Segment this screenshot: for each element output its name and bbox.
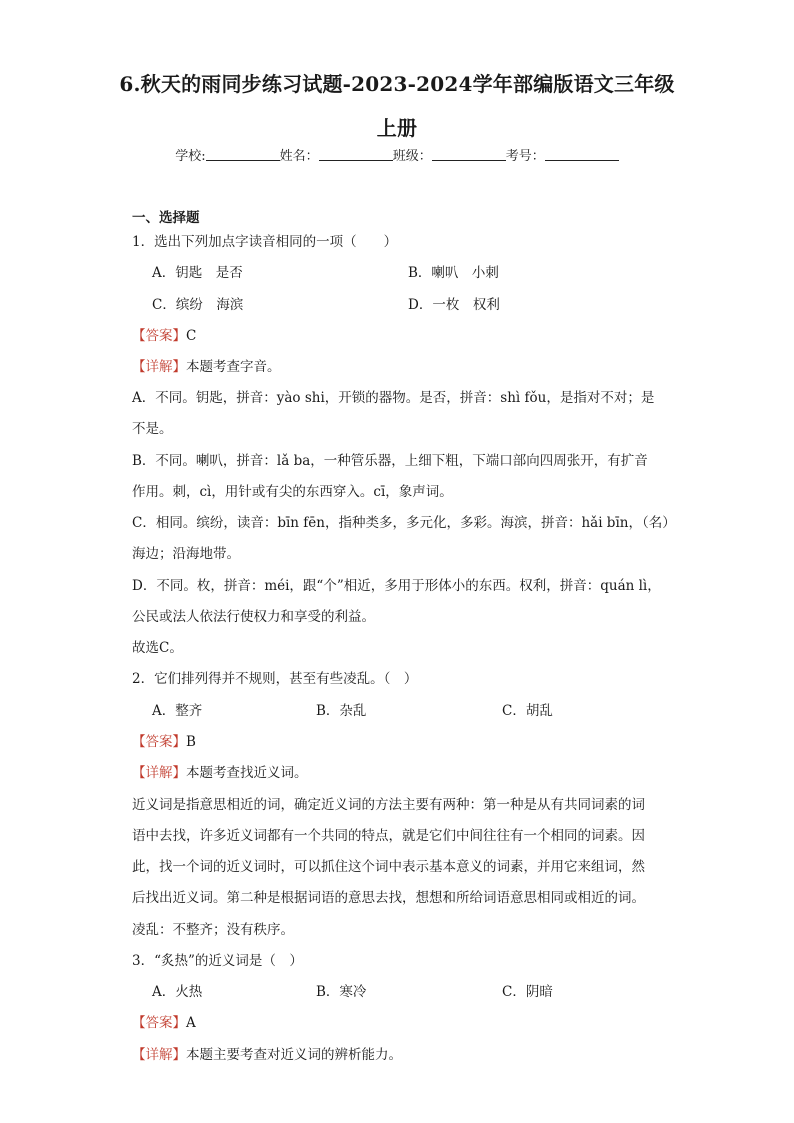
q1-option-a: A．钥匙 是否 (152, 265, 243, 281)
page-title-line2: 上册 (376, 116, 418, 140)
q1-answer-value: C (186, 328, 197, 344)
q2-paragraph-5: 凌乱：不整齐；没有秩序。 (132, 922, 294, 938)
answer-tag: 【答案】 (132, 734, 186, 750)
q1-option-d: D．一枚 权利 (408, 297, 500, 313)
q2-stem: 2．它们排列得并不规则，甚至有些凌乱。（ ） (132, 671, 418, 687)
q2-option-c: C．胡乱 (502, 703, 553, 719)
q1-explain-a-1: A．不同。钥匙，拼音：yào shi，开锁的器物。是否，拼音：shì fǒu，是指对不对；是 (132, 390, 655, 406)
detail-tag: 【详解】 (132, 359, 186, 375)
q1-explain-d-2: 公民或法人依法行使权力和享受的利益。 (132, 609, 375, 625)
student-info-row (0, 145, 794, 164)
class-label: 班级： (392, 149, 432, 164)
q2-paragraph-3: 此，找一个词的近义词时，可以抓住这个词中表示基本意义的词素，并用它来组词，然 (132, 859, 645, 875)
q1-stem: 1．选出下列加点字读音相同的一项（ ） (132, 234, 398, 250)
q3-answer (132, 1014, 196, 1032)
q3-detail (132, 1046, 402, 1064)
class-blank[interactable] (432, 148, 506, 161)
number-blank[interactable] (545, 148, 619, 161)
q1-answer (132, 327, 196, 345)
name-label: 姓名： (279, 149, 319, 164)
q2-detail (132, 764, 308, 782)
q2-answer-value: B (186, 734, 196, 750)
page-title-line1: 6.秋天的雨同步练习试题-2023-2024学年部编版语文三年级 (119, 72, 675, 96)
detail-tag: 【详解】 (132, 1047, 186, 1063)
q3-option-c: C．阴暗 (502, 984, 553, 1000)
q1-explain-d-1: D．不同。枚，拼音：méi，跟“个”相近，多用于形体小的东西。权利，拼音：quán lì， (132, 578, 661, 594)
detail-tag: 【详解】 (132, 765, 186, 781)
answer-tag: 【答案】 (132, 1015, 186, 1031)
q1-conclusion: 故选C。 (132, 640, 183, 656)
q1-explain-a-2: 不是。 (132, 421, 173, 437)
q1-detail (132, 358, 281, 376)
section-heading: 一、选择题 (132, 210, 200, 226)
q3-option-a: A．火热 (152, 984, 203, 1000)
answer-tag: 【答案】 (132, 328, 186, 344)
name-blank[interactable] (319, 148, 393, 161)
q2-paragraph-1: 近义词是指意思相近的词，确定近义词的方法主要有两种：第一种是从有共同词素的词 (132, 797, 645, 813)
q1-option-c: C．缤纷 海滨 (152, 297, 244, 313)
q1-option-b: B．喇叭 小刺 (408, 265, 499, 281)
q2-option-a: A．整齐 (152, 703, 203, 719)
q2-paragraph-4: 后找出近义词。第二种是根据词语的意思去找，想想和所给词语意思相同或相近的词。 (132, 890, 645, 906)
q2-answer (132, 733, 196, 751)
school-label: 学校: (175, 149, 206, 164)
q1-explain-b-1: B．不同。喇叭，拼音：lǎ ba，一种管乐器，上细下粗，下端口部向四周张开，有扩音 (132, 453, 648, 469)
q3-detail-intro: 本题主要考查对近义词的辨析能力。 (186, 1047, 402, 1063)
q1-detail-intro: 本题考查字音。 (186, 359, 281, 375)
q2-detail-intro: 本题考查找近义词。 (186, 765, 308, 781)
q3-option-b: B．寒冷 (316, 984, 367, 1000)
q2-paragraph-2: 语中去找，许多近义词都有一个共同的特点，就是它们中间往往有一个相同的词素。因 (132, 828, 645, 844)
q1-explain-b-2: 作用。刺，cì，用针或有尖的东西穿入。cī，象声词。 (132, 484, 453, 500)
q3-stem: 3．“炙热”的近义词是（ ） (132, 953, 303, 969)
number-label: 考号： (505, 149, 545, 164)
school-blank[interactable] (206, 148, 280, 161)
q1-explain-c-1: C．相同。缤纷，读音：bīn fēn，指种类多，多元化，多彩。海滨，拼音：hǎi bīn，（名） (132, 515, 676, 531)
q2-option-b: B．杂乱 (316, 703, 367, 719)
q3-answer-value: A (186, 1015, 196, 1031)
q1-explain-c-2: 海边；沿海地带。 (132, 546, 240, 562)
